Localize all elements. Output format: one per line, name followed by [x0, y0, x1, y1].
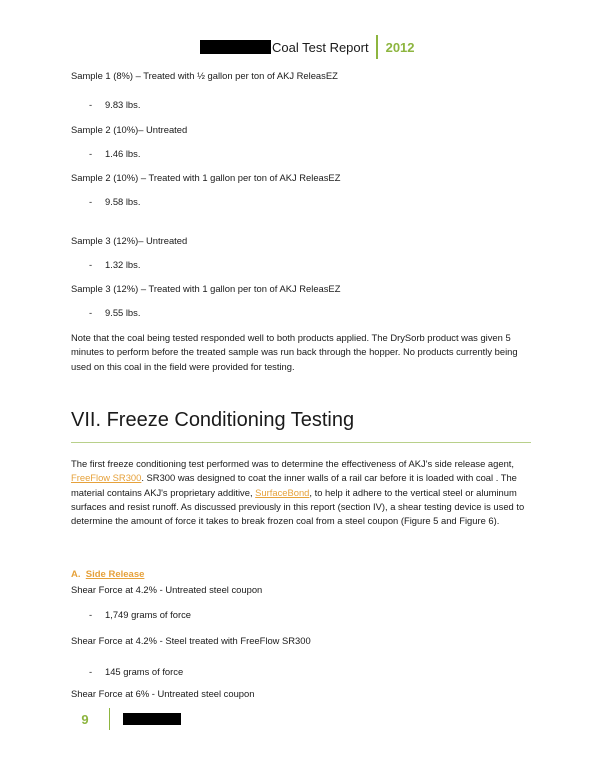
- result-value: 1,749 grams of force: [105, 609, 191, 620]
- bullet-dash: -: [89, 196, 93, 207]
- section-paragraph: [71, 457, 536, 528]
- footer-redaction: [123, 713, 181, 725]
- header-year: 2012: [385, 39, 415, 55]
- result-bullet: [89, 99, 140, 111]
- paragraph-text: . SR300 was designed to coat the inner walls of a rail car before it is loaded with coal . The material contains AKJ's proprietary additive,: [71, 472, 517, 498]
- sample-line: Sample 1 (8%) – Treated with ½ gallon per ton of AKJ ReleasEZ: [71, 70, 338, 81]
- sample-line: Sample 2 (10%) – Treated with 1 gallon per ton of AKJ ReleasEZ: [71, 172, 341, 183]
- header-redaction: [200, 40, 271, 54]
- surfacebond-link[interactable]: SurfaceBond: [255, 486, 310, 498]
- result-bullet: [89, 609, 191, 621]
- footer-separator: [109, 708, 110, 730]
- subsection-letter: A.: [71, 569, 81, 580]
- result-value: 1.46 lbs.: [105, 148, 141, 159]
- header-title: Coal Test Report: [272, 39, 369, 55]
- page-footer: [70, 708, 181, 730]
- section-heading: VII. Freeze Conditioning Testing: [71, 409, 355, 431]
- result-bullet: [89, 259, 140, 271]
- bullet-dash: -: [89, 666, 93, 677]
- bullet-dash: -: [89, 307, 93, 318]
- result-bullet: [89, 148, 140, 160]
- result-value: 145 grams of force: [105, 666, 184, 677]
- result-bullet: [89, 666, 183, 678]
- sample-line: Sample 3 (12%)– Untreated: [71, 235, 188, 246]
- result-bullet: [89, 196, 140, 208]
- section-divider: [71, 442, 531, 443]
- result-value: 1.32 lbs.: [105, 259, 141, 270]
- note-paragraph: Note that the coal being tested responded well to both products applied. The DrySorb product was given 5 minutes to perform before the treated sample was run back through the hopper. No products currently being used on this coal in the field were provided for testing.: [71, 332, 518, 372]
- freeflow-sr300-link[interactable]: FreeFlow SR300: [71, 472, 142, 484]
- bullet-dash: -: [89, 259, 93, 270]
- result-value: 9.55 lbs.: [105, 307, 141, 318]
- result-value: 9.58 lbs.: [105, 196, 141, 207]
- shear-force-line: Shear Force at 4.2% - Steel treated with FreeFlow SR300: [71, 635, 311, 646]
- bullet-dash: -: [89, 99, 93, 110]
- result-bullet: [89, 307, 140, 319]
- shear-force-line: Shear Force at 4.2% - Untreated steel coupon: [71, 584, 263, 595]
- shear-force-line: Shear Force at 6% - Untreated steel coupon: [71, 688, 255, 699]
- bullet-dash: -: [89, 609, 93, 620]
- paragraph-text: , to help it adhere to the vertical steel or aluminum surfaces and resist runoff. As discussed previously in this report (section IV), a shear testing device is used to determine the amount of force it takes to break frozen coal from a steel coupon (Figure 5 and Figure 6).: [71, 486, 525, 527]
- sample-line: Sample 3 (12%) – Treated with 1 gallon per ton of AKJ ReleasEZ: [71, 283, 341, 294]
- sample-line: Sample 2 (10%)– Untreated: [71, 124, 188, 135]
- paragraph-text: The first freeze conditioning test performed was to determine the effectiveness of AKJ's side release agent,: [71, 458, 514, 469]
- page-header: [200, 38, 415, 56]
- header-separator: [376, 35, 378, 59]
- result-value: 9.83 lbs.: [105, 99, 141, 110]
- side-release-link[interactable]: Side Release: [85, 569, 145, 580]
- page-number: 9: [81, 711, 89, 727]
- subsection-heading: [71, 569, 144, 580]
- bullet-dash: -: [89, 148, 93, 159]
